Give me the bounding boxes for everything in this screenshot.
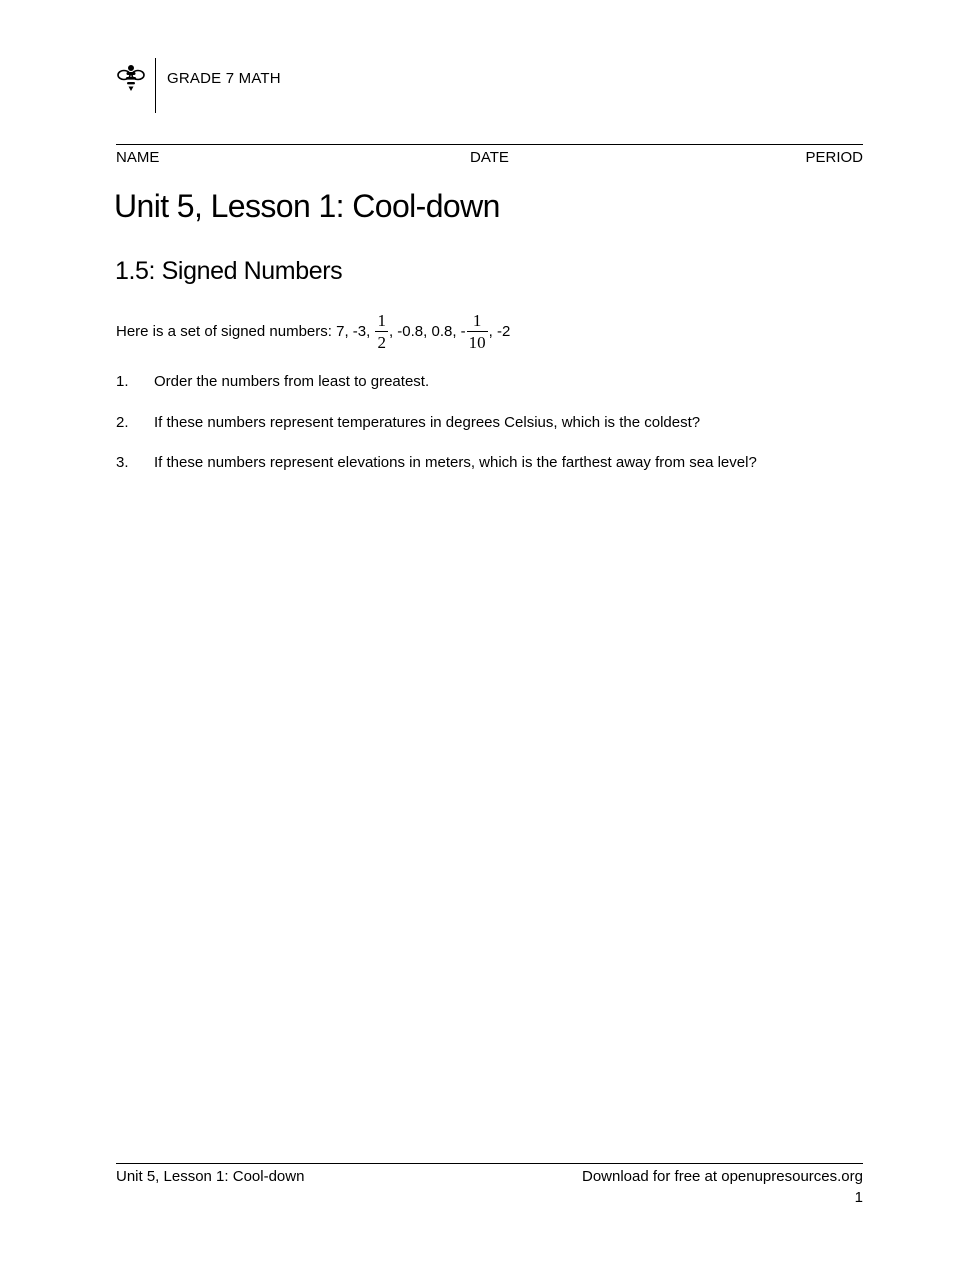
intro-text	[116, 309, 510, 353]
header-divider	[155, 58, 156, 113]
question-text: Order the numbers from least to greatest.	[154, 373, 430, 390]
fraction-denominator: 10	[468, 332, 486, 352]
bee-logo-icon	[116, 63, 146, 97]
fraction-one-tenth	[467, 311, 488, 352]
fraction-numerator: 1	[472, 310, 482, 330]
page-title: Unit 5, Lesson 1: Cool-down	[114, 188, 500, 224]
section-title: 1.5: Signed Numbers	[115, 257, 343, 285]
question-number: 2.	[116, 414, 129, 431]
question-text: If these numbers represent temperatures in degrees Celsius, which is the coldest?	[154, 414, 701, 431]
footer-rule	[116, 1163, 863, 1164]
intro-prefix: Here is a set of signed numbers: 7, -3,	[116, 322, 371, 340]
date-field-label: DATE	[470, 149, 509, 166]
fraction-bar	[467, 331, 488, 332]
fraction-denominator: 2	[377, 332, 386, 352]
period-field-label: PERIOD	[805, 149, 863, 166]
page-number: 1	[854, 1189, 863, 1206]
grade-label: GRADE 7 MATH	[167, 70, 281, 87]
name-field-label: NAME	[116, 149, 160, 166]
fraction-bar	[375, 331, 388, 332]
fraction-one-half	[375, 311, 388, 352]
fraction-numerator: 1	[377, 310, 386, 330]
footer-download-link[interactable]: Download for free at openupresources.org	[581, 1168, 863, 1185]
question-number: 3.	[116, 454, 129, 471]
top-rule	[116, 144, 863, 145]
question-number: 1.	[116, 373, 129, 390]
intro-middle: , -0.8, 0.8, -	[388, 322, 466, 340]
page-header	[116, 58, 281, 113]
question-text: If these numbers represent elevations in meters, which is the farthest away from sea level?	[154, 454, 757, 471]
intro-suffix: , -2	[488, 322, 511, 340]
footer-lesson-title: Unit 5, Lesson 1: Cool-down	[116, 1168, 305, 1185]
